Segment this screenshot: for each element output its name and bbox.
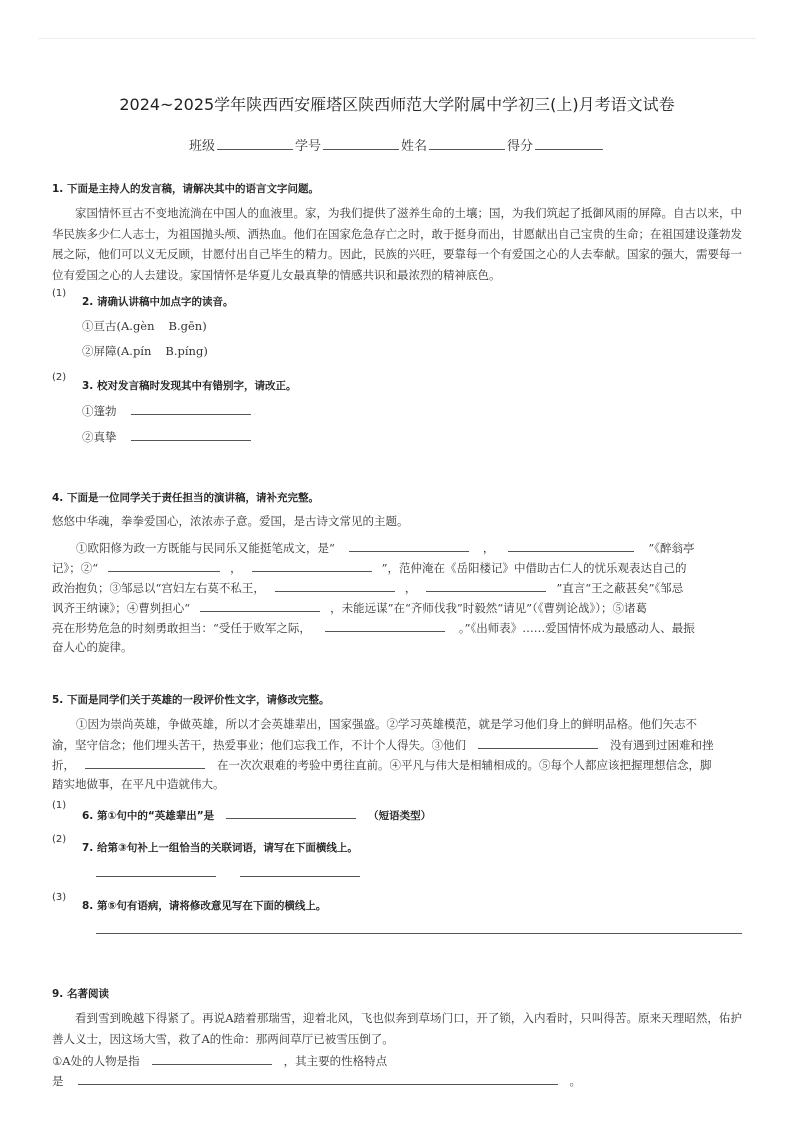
subquestion-text: 8. 第⑤句有语病，请将修改意见写在下面的横线上。 [82, 900, 327, 912]
subquestion-number: (1) [52, 800, 67, 811]
name-label: 姓名 [401, 139, 428, 154]
text-segment: 。”《出师表》……爱国情怀成为最感动人、最振 [458, 621, 695, 635]
option-a[interactable]: (A.pín [116, 344, 152, 358]
text-segment: ①A处的人物是指 [52, 1054, 140, 1068]
answer-blank[interactable] [275, 579, 395, 592]
answer-blank[interactable] [426, 579, 546, 592]
answer-blank[interactable] [349, 539, 469, 552]
header-divider [38, 38, 756, 39]
question-9-heading: 9. 名著阅读 [52, 988, 109, 1000]
text-segment: 没有遇到过困难和挫 [610, 738, 714, 752]
answer-blank[interactable] [508, 539, 634, 552]
answer-blank[interactable] [226, 806, 356, 819]
option-row-2 [82, 343, 208, 359]
option-b[interactable]: B.gēn) [168, 319, 207, 333]
text-segment: 讽齐王纳谏》；④曹刿担心“ [52, 601, 191, 615]
question-9-line-1 [52, 1052, 387, 1069]
question-9-passage: 看到雪到晚越下得紧了。再说A踏着那瑞雪，迎着北风，飞也似奔到草场门口，开了锁，入内看时，只叫得苦。原来天理昭然，佑护善人义士，因这场大雪，救了A的性命：那两间草厅已被雪压倒了。 [52, 1011, 742, 1046]
score-blank[interactable] [535, 137, 603, 150]
answer-blank[interactable] [131, 428, 251, 441]
option-a[interactable]: (A.gèn [116, 319, 155, 333]
question-4-line-2 [52, 559, 687, 576]
subquestion-number: (2) [52, 834, 67, 845]
correction-row-2 [82, 428, 251, 445]
question-4-line-3 [52, 579, 683, 596]
page-title: 2024~2025学年陕西西安雁塔区陕西师范大学附属中学初三(上)月考语文试卷 [119, 95, 675, 114]
option-label: ②屏障 [82, 344, 117, 358]
question-4-line-6: 奋人心的旋律。 [52, 640, 133, 654]
class-blank[interactable] [217, 137, 293, 150]
option-b[interactable]: B.píng) [165, 344, 208, 358]
subquestion-text: 7. 给第③句补上一组恰当的关联词语，请写在下面横线上。 [82, 842, 358, 854]
answer-blank[interactable] [240, 876, 360, 877]
text-segment: 政治抱负；③邹忌以“宫妇左右莫不私王， [52, 581, 265, 595]
question-4-line-1 [76, 539, 695, 556]
answer-blank[interactable] [96, 876, 216, 877]
answer-blank[interactable] [108, 559, 220, 572]
answer-blank[interactable] [131, 402, 251, 415]
text-segment: （短语类型） [368, 810, 432, 822]
subquestion-number: (3) [52, 892, 67, 903]
text-segment: 折， [52, 758, 75, 772]
text-segment: ， [482, 541, 495, 555]
question-1-passage: 家国情怀亘古不变地流淌在中国人的血液里。家，为我们提供了滋养生命的土壤；国，为我们筑起了抵御风雨的屏障。自古以来，中华民族多少仁人志士，为祖国抛头颅、洒热血。他们在国家危急存亡之时，敢于挺身而出，甘愿献出自己宝贵的生命；在祖国建设蓬勃发展之际，他们可以义无反顾，甘愿付出自己毕生的精力。因此，民族的兴旺，要靠每一个有爱国之心的人去奉献。国家的强大，需要每一位有爱国之心的人去建设。家国情怀是华夏儿女最真挚的情感共识和最浓烈的精神底色。 [52, 206, 742, 282]
text-segment: 6. 第①句中的“英雄辈出”是 [82, 810, 215, 822]
answer-line[interactable] [96, 933, 742, 934]
answer-blank[interactable] [252, 559, 372, 572]
id-blank[interactable] [323, 137, 399, 150]
text-segment: 。 [569, 1074, 581, 1088]
question-4-line-5 [52, 619, 695, 636]
text-segment: ①欧阳修为政一方既能与民同乐又能挺笔成文，是“ [76, 541, 335, 555]
answer-blank[interactable] [478, 736, 598, 749]
correction-row-1 [82, 402, 251, 419]
answer-blank[interactable] [78, 1072, 558, 1085]
subquestion-text [82, 806, 431, 823]
class-label: 班级 [188, 139, 215, 154]
text-segment: 亮在形势危急的时刻勇敢担当：“受任于败军之际， [52, 621, 311, 635]
text-segment: 渝，坚守信念；他们埋头苦干，热爱事业；他们忘我工作，不计个人得失。③他们 [52, 738, 466, 752]
option-label: ①亘古 [82, 319, 117, 333]
text-segment: ”，范仲淹在《岳阳楼记》中借助古仁人的忧乐观表达自己的 [381, 561, 687, 575]
subquestion-text: 2. 请确认讲稿中加点字的读音。 [82, 296, 234, 308]
question-4-line-4 [52, 599, 647, 616]
text-segment: ”直言“王之蔽甚矣”《邹忌 [556, 581, 684, 595]
question-9-line-2 [52, 1072, 581, 1089]
subquestion-number: (2) [52, 372, 67, 383]
text-segment: 记》；②“ [52, 561, 99, 575]
text-segment: 是 [52, 1074, 64, 1088]
text-segment: ， [404, 581, 417, 595]
text-segment: ”《醉翁亭 [648, 541, 695, 555]
answer-blank[interactable] [200, 599, 320, 612]
text-segment: ， [230, 561, 242, 575]
score-label: 得分 [507, 139, 534, 154]
question-1-heading: 1. 下面是主持人的发言稿，请解决其中的语言文字问题。 [52, 183, 319, 195]
subquestion-text: 3. 校对发言稿时发现其中有错别字，请改正。 [82, 380, 297, 392]
name-blank[interactable] [429, 137, 505, 150]
question-5-line-2 [52, 736, 714, 753]
question-5-line-3 [52, 756, 712, 773]
student-info-line [0, 135, 794, 154]
subquestion-number: (1) [52, 288, 67, 299]
text-segment: 在一次次艰难的考验中勇往直前。④平凡与伟大是相辅相成的。⑤每个人都应该把握理想信念，脚 [217, 758, 712, 772]
answer-blank[interactable] [85, 756, 205, 769]
question-5-line-1: ①因为崇尚英雄，争做英雄，所以才会英雄辈出，国家强盛。②学习英雄模范，就是学习他们身上的鲜明品格。他们矢志不 [76, 717, 697, 731]
question-5-heading: 5. 下面是同学们关于英雄的一段评价性文字，请修改完整。 [52, 694, 330, 706]
answer-blank[interactable] [152, 1052, 272, 1065]
question-4-heading: 4. 下面是一位同学关于责任担当的演讲稿，请补充完整。 [52, 492, 319, 504]
correction-label: ①篷勃 [82, 404, 117, 418]
correction-label: ②真挚 [82, 430, 117, 444]
question-5-line-4: 踏实地做事，在平凡中造就伟大。 [52, 777, 225, 791]
question-4-intro: 悠悠中华魂，拳拳爱国心，浓浓赤子意。爱国，是古诗文常见的主题。 [52, 514, 409, 528]
id-label: 学号 [294, 139, 321, 154]
option-row-1 [82, 318, 207, 334]
text-segment: ，未能远谋”在“齐师伐我”时毅然“请见”（《曹刿论战》）；⑤诸葛 [330, 601, 648, 615]
answer-blank[interactable] [325, 619, 445, 632]
text-segment: ，其主要的性格特点 [283, 1054, 388, 1068]
